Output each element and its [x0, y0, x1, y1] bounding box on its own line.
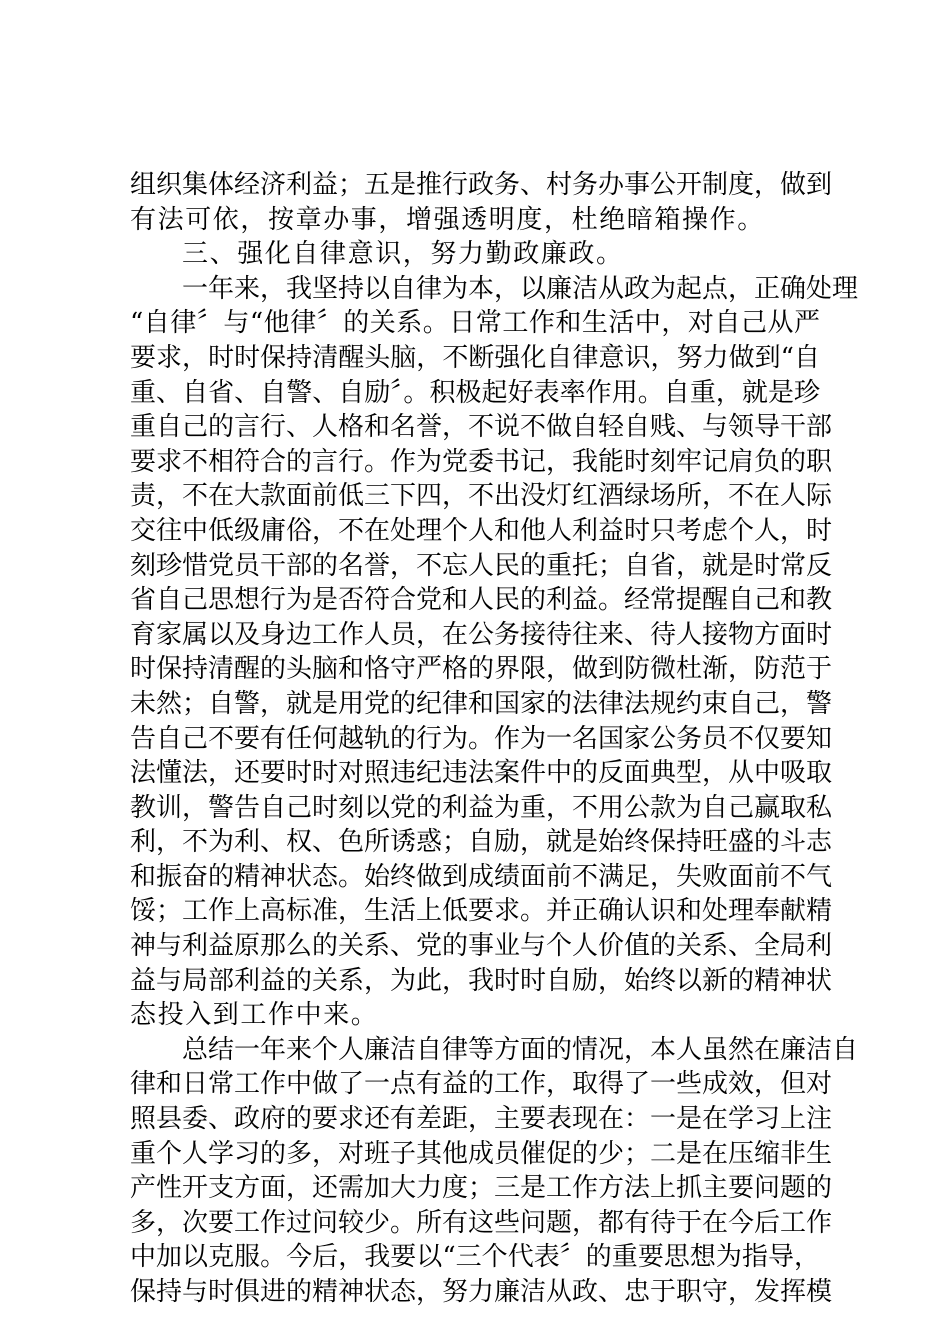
text-line: 交往中低级庸俗，不在处理个人和他人利益时只考虑个人，时 — [130, 515, 833, 546]
text-line: 多，次要工作过问较少。所有这些问题，都有待于在今后工作 — [130, 1207, 833, 1238]
text-line: 未然；自警，就是用党的纪律和国家的法律法规约束自己，警 — [130, 688, 833, 719]
text-line: 有法可依，按章办事，增强透明度，杜绝暗箱操作。 — [130, 204, 765, 235]
text-line: 组织集体经济利益；五是推行政务、村务办事公开制度，做到 — [130, 170, 833, 200]
text-line: 重自己的言行、人格和名誉，不说不做自轻自贱、与领导干部 — [130, 412, 833, 443]
section-heading: 三、强化自律意识，努力勤政廉政。 — [182, 239, 624, 270]
text-line: 利，不为利、权、色所诱惑；自励，就是始终保持旺盛的斗志 — [130, 827, 833, 858]
text-line: 告自己不要有任何越轨的行为。作为一名国家公务员不仅要知 — [130, 723, 833, 754]
document-body — [130, 168, 859, 1310]
text-line: 时保持清醒的头脑和恪守严格的界限，做到防微杜渐，防范于 — [130, 654, 833, 685]
text-line: 要求不相符合的言行。作为党委书记，我能时刻牢记肩负的职 — [130, 446, 833, 477]
text-line: 和振奋的精神状态。始终做到成绩面前不满足，失败面前不气 — [130, 861, 833, 892]
text-line: 中加以克服。今后，我要以“三个代表〞的重要思想为指导， — [130, 1242, 820, 1273]
text-line: 刻珍惜党员干部的名誉，不忘人民的重托；自省，就是时常反 — [130, 550, 833, 581]
text-line: 重、自省、自警、自励〞。积极起好表率作用。自重，就是珍 — [130, 377, 820, 408]
text-line: 产性开支方面，还需加大力度；三是工作方法上抓主要问题的 — [130, 1173, 833, 1204]
text-line: 育家属以及身边工作人员，在公务接待往来、待人接物方面时 — [130, 619, 833, 650]
text-line: 照县委、政府的要求还有差距，主要表现在：一是在学习上注 — [130, 1104, 833, 1135]
text-line: 态投入到工作中来。 — [130, 1000, 379, 1031]
text-line: 要求，时时保持清醒头脑，不断强化自律意识，努力做到“自 — [130, 342, 820, 373]
text-line: 总结一年来个人廉洁自律等方面的情况，本人虽然在廉洁自 — [182, 1034, 859, 1065]
text-line: 保持与时俱进的精神状态，努力廉洁从政、忠于职守，发挥模 — [130, 1277, 833, 1307]
text-line: 省自己思想行为是否符合党和人民的利益。经常提醒自己和教 — [130, 585, 833, 616]
text-line: 一年来，我坚持以自律为本，以廉洁从政为起点，正确处理 — [182, 273, 859, 304]
text-line: 法懂法，还要时时对照违纪违法案件中的反面典型，从中吸取 — [130, 758, 833, 789]
text-line: 神与利益原那么的关系、党的事业与个人价值的关系、全局利 — [130, 931, 833, 962]
text-line: 责，不在大款面前低三下四，不出没灯红酒绿场所，不在人际 — [130, 481, 833, 512]
text-line: 重个人学习的多，对班子其他成员催促的少；二是在压缩非生 — [130, 1138, 833, 1169]
text-line: “自律〞与“他律〞的关系。日常工作和生活中，对自己从严 — [130, 308, 820, 339]
text-line: 教训，警告自己时刻以党的利益为重，不用公款为自己赢取私 — [130, 792, 833, 823]
text-line: 律和日常工作中做了一点有益的工作，取得了一些成效，但对 — [130, 1069, 833, 1100]
text-line: 馁；工作上高标准，生活上低要求。并正确认识和处理奉献精 — [130, 896, 833, 927]
text-line: 益与局部利益的关系，为此，我时时自励，始终以新的精神状 — [130, 965, 833, 996]
